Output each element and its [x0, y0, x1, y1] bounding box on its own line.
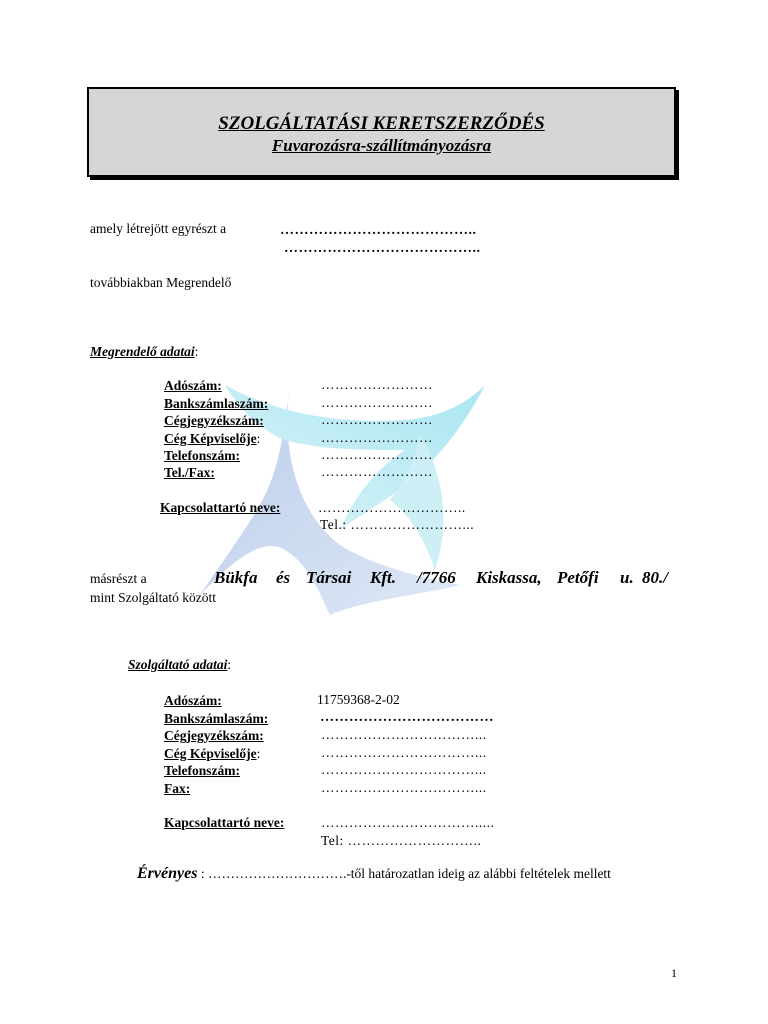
- page-number: 1: [671, 966, 677, 980]
- customer-field-value: ……………………: [321, 412, 433, 427]
- provider-name-word: u.: [620, 568, 634, 587]
- provider-field-label: Telefonszám:: [164, 763, 240, 778]
- document-title: SZOLGÁLTATÁSI KERETSZERZŐDÉS: [218, 113, 545, 134]
- provider-field-label: Adószám:: [164, 693, 222, 708]
- customer-field-value: ……………………: [321, 430, 433, 445]
- customer-contact-label: Kapcsolattartó neve:: [160, 500, 281, 515]
- party1-prefix: amely létrejött egyrészt a: [90, 221, 227, 236]
- validity-text: : ………………………….-től határozatlan ideig az alábbi feltételek mellett: [197, 866, 611, 881]
- customer-field-label: Tel./Fax:: [164, 465, 215, 480]
- customer-field-label: Bankszámlaszám:: [164, 396, 269, 411]
- validity-label: Érvényes: [137, 865, 198, 882]
- provider-name-word: /7766: [417, 568, 456, 587]
- provider-heading: [128, 656, 231, 674]
- customer-field-value: ……………………: [321, 464, 433, 479]
- provider-contact-label: Kapcsolattartó neve:: [164, 815, 285, 830]
- provider-field-value: ……………………………...: [321, 745, 487, 760]
- provider-contact-value: …………………………….....: [321, 815, 495, 830]
- customer-contact-value: …………………………..: [318, 500, 466, 515]
- customer-contact-tel: Tel.: ……………………...: [320, 517, 475, 532]
- title-box: [87, 87, 676, 177]
- provider-field-label: Cég Képviselője:: [164, 746, 261, 761]
- party1-dots-line1: …………………………………..: [280, 223, 477, 238]
- customer-field-label: Cégjegyzékszám:: [164, 413, 264, 428]
- customer-heading-colon: :: [194, 344, 199, 359]
- customer-heading: [90, 343, 198, 361]
- customer-field-value: ……………………: [321, 377, 433, 392]
- provider-name-word: 80./: [642, 568, 668, 587]
- customer-field-value: ……………………: [321, 395, 433, 410]
- provider-heading-colon: :: [227, 657, 232, 672]
- provider-field-label: Bankszámlaszám:: [164, 711, 269, 726]
- provider-field-value: ………………………………: [320, 710, 494, 725]
- customer-field-label: Adószám:: [164, 378, 222, 393]
- provider-name-line: [90, 568, 676, 588]
- provider-contact-tel: Tel: ………………………..: [321, 833, 482, 848]
- provider-field-label: Cégjegyzékszám:: [164, 728, 264, 743]
- customer-heading-text: Megrendelő adatai: [90, 344, 195, 359]
- customer-field-label: Cég Képviselője:: [164, 431, 261, 446]
- provider-field-value: ……………………………...: [321, 762, 487, 777]
- provider-name-word: Kiskassa,: [476, 568, 542, 587]
- provider-name-word: Társai: [306, 568, 352, 587]
- customer-field-label: Telefonszám:: [164, 448, 240, 463]
- provider-name-word: és: [276, 568, 291, 587]
- provider-field-value: 11759368-2-02: [317, 692, 400, 707]
- provider-name-word: Bükfa: [214, 568, 258, 587]
- provider-field-value: ……………………………...: [321, 780, 487, 795]
- provider-name-word: Petőfi: [557, 568, 599, 587]
- customer-field-value: ……………………: [321, 447, 433, 462]
- provider-name-word: Kft.: [370, 568, 396, 587]
- party1-dots-line2: …………………………………..: [284, 241, 481, 256]
- provider-field-label: Fax:: [164, 781, 191, 796]
- provider-field-value: ……………………………...: [321, 727, 487, 742]
- provider-heading-text: Szolgáltató adatai: [128, 657, 228, 672]
- provider-role-text: mint Szolgáltató között: [90, 590, 216, 605]
- validity-line: [137, 865, 611, 883]
- provider-prefix: másrészt a: [90, 571, 147, 586]
- hereinafter-text: továbbiakban Megrendelő: [90, 275, 232, 290]
- document-subtitle: Fuvarozásra-szállítmányozásra: [271, 136, 492, 155]
